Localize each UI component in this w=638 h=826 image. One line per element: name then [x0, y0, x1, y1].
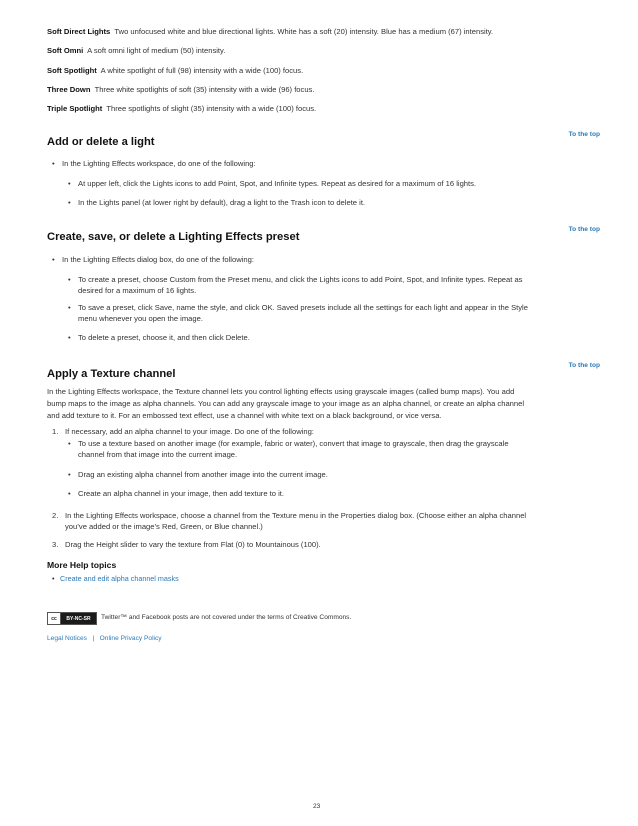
- more-help-heading: More Help topics: [47, 560, 117, 570]
- definition-term: Triple Spotlight: [47, 104, 103, 113]
- definition-three-down: [47, 85, 314, 95]
- list-item-text: In the Lighting Effects workspace, do one of the following:: [62, 159, 256, 168]
- paragraph-line: and add texture to it. For an embossed text effect, use a channel with white text on a black background, or vice versa.: [47, 410, 442, 420]
- page-number: 23: [313, 803, 321, 810]
- numbered-step-1: [52, 426, 603, 437]
- list-item: [68, 469, 603, 480]
- bullet-icon: •: [52, 574, 55, 583]
- bullet-icon: •: [68, 333, 71, 342]
- license-type: BY-NC-SR: [61, 613, 96, 624]
- list-item: [68, 332, 603, 343]
- bullet-icon: •: [52, 255, 55, 264]
- to-the-top-link[interactable]: To the top: [568, 226, 600, 233]
- step-number: 3.: [52, 540, 59, 549]
- numbered-step-3: [52, 539, 603, 550]
- definition-text: Three white spotlights of soft (35) intensity with a wide (96) focus.: [94, 85, 315, 94]
- list-item: [68, 488, 603, 499]
- paragraph-line: bump maps to the image as alpha channels. You can add any grayscale image to your image as an alpha channel, or create an alpha channel: [47, 398, 525, 408]
- step-text: In the Lighting Effects workspace, choose a channel from the Texture menu in the Properties dialog box. (Choose either an alpha channel: [65, 511, 527, 520]
- texture-paragraph: [47, 386, 597, 421]
- list-item-text: At upper left, click the Lights icons to add Point, Spot, and Infinite types. Repeat as desired for a maximum of 16 lights.: [78, 179, 477, 188]
- list-item-text-cont: menu whenever you open the image.: [78, 314, 203, 323]
- step-number: 2.: [52, 511, 59, 520]
- definition-text: A white spotlight of full (98) intensity with a wide (100) focus.: [100, 66, 304, 75]
- bullet-icon: •: [68, 439, 71, 448]
- help-topic-link[interactable]: Create and edit alpha channel masks: [60, 574, 179, 583]
- bullet-icon: •: [68, 303, 71, 312]
- definition-triple-spotlight: [47, 104, 316, 114]
- footer-links: [47, 635, 162, 642]
- definition-soft-direct-lights: [47, 27, 493, 37]
- license-note: Twitter™ and Facebook posts are not covered under the terms of Creative Commons.: [101, 614, 352, 621]
- definition-text: Two unfocused white and blue directional lights. White has a soft (20) intensity. Blue has a medium (67) intensity.: [114, 27, 494, 36]
- list-item-text: To save a preset, click Save, name the style, and click OK. Saved presets include all the settings for each light and appear in the Style: [78, 303, 528, 312]
- bullet-icon: •: [68, 198, 71, 207]
- list-item: [52, 573, 460, 584]
- bullet-icon: •: [68, 489, 71, 498]
- definition-text: Three spotlights of slight (35) intensity with a wide (100) focus.: [106, 104, 317, 113]
- paragraph-line: In the Lighting Effects workspace, the Texture channel lets you control lighting effects using grayscale images (called bump maps). You add: [47, 387, 515, 396]
- list-item-text-cont: desired for a maximum of 16 lights.: [78, 286, 197, 295]
- list-item-text: To use a texture based on another image (for example, fabric or water), convert that image to grayscale, then drag the grayscale: [78, 439, 509, 448]
- list-item-text-cont: channel from that image into the current image.: [78, 450, 238, 459]
- step-text: If necessary, add an alpha channel to your image. Do one of the following:: [65, 427, 314, 436]
- list-item-text: In the Lighting Effects dialog box, do one of the following:: [62, 255, 254, 264]
- list-item: [52, 158, 602, 169]
- to-the-top-link[interactable]: To the top: [568, 362, 600, 369]
- section-heading-preset: Create, save, or delete a Lighting Effects preset: [47, 231, 300, 243]
- cc-logo-icon: cc: [48, 613, 61, 624]
- bullet-icon: •: [68, 179, 71, 188]
- step-number: 1.: [52, 427, 59, 436]
- list-item: [68, 197, 603, 208]
- list-item-text: To delete a preset, choose it, and then click Delete.: [78, 333, 250, 342]
- bullet-icon: •: [52, 159, 55, 168]
- footer-separator: |: [92, 635, 95, 642]
- bullet-icon: •: [68, 470, 71, 479]
- definition-soft-spotlight: [47, 66, 303, 76]
- definition-term: Soft Omni: [47, 46, 84, 55]
- definition-text: A soft omni light of medium (50) intensity.: [87, 46, 226, 55]
- list-item-text: Drag an existing alpha channel from another image into the current image.: [78, 470, 328, 479]
- list-item: [68, 274, 603, 296]
- definition-term: Soft Spotlight: [47, 66, 97, 75]
- legal-notices-link[interactable]: Legal Notices: [47, 635, 87, 642]
- to-the-top-link[interactable]: To the top: [568, 131, 600, 138]
- step-text-cont: you’ve added or the image’s Red, Green, or Blue channel.): [65, 522, 263, 531]
- numbered-step-2: [52, 510, 603, 532]
- list-item-text: In the Lights panel (at lower right by default), drag a light to the Trash icon to delete it.: [78, 198, 366, 207]
- list-item: [68, 178, 603, 189]
- list-item: [52, 254, 602, 265]
- definition-soft-omni: [47, 46, 225, 56]
- section-heading-texture: Apply a Texture channel: [47, 368, 176, 380]
- definition-term: Soft Direct Lights: [47, 27, 111, 36]
- step-text: Drag the Height slider to vary the texture from Flat (0) to Mountainous (100).: [65, 540, 321, 549]
- list-item: [68, 302, 603, 324]
- bullet-icon: •: [68, 275, 71, 284]
- list-item-text: To create a preset, choose Custom from the Preset menu, and click the Lights icons to add Point, Spot, and Infinite types. Repeat as: [78, 275, 523, 284]
- creative-commons-badge[interactable]: [47, 612, 97, 625]
- list-item-text: Create an alpha channel in your image, then add texture to it.: [78, 489, 285, 498]
- section-heading-add-light: Add or delete a light: [47, 136, 155, 148]
- list-item: [68, 438, 603, 460]
- privacy-policy-link[interactable]: Online Privacy Policy: [99, 635, 162, 642]
- definition-term: Three Down: [47, 85, 91, 94]
